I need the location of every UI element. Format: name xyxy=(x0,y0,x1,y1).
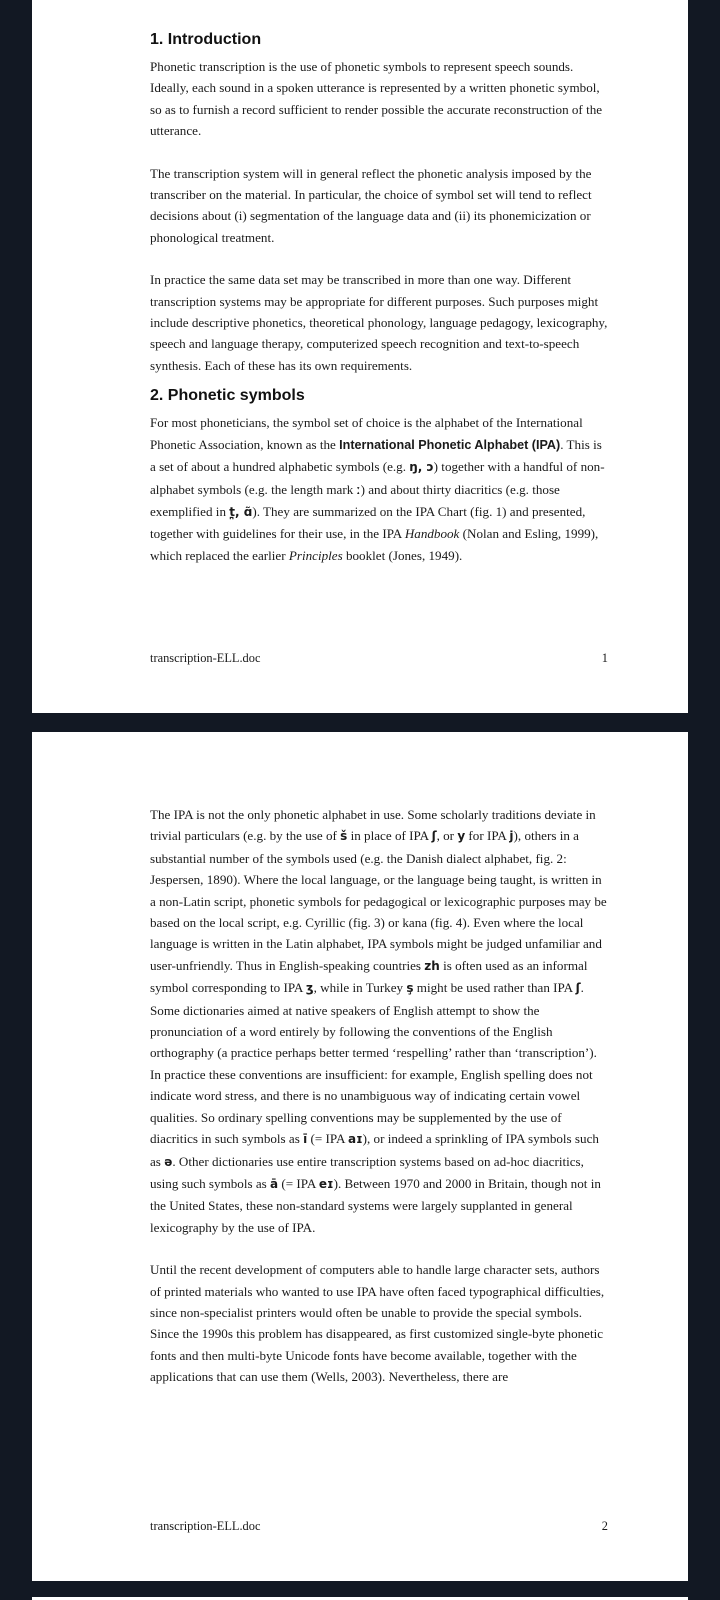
page-number: 2 xyxy=(601,1519,608,1533)
bold-term-ipa: International Phonetic Alphabet (IPA) xyxy=(339,437,561,452)
italic-title: Principles xyxy=(288,547,343,563)
footer-filename: transcription-ELL.doc xyxy=(150,1519,261,1533)
ipa-symbol-example: ː xyxy=(356,482,361,497)
document-page-2 xyxy=(32,732,688,1581)
paragraph: The transcription system will in general reflect the phonetic analysis imposed by the transcriber on the material. In particular, the choice of symbol set will tend to reflect decisions about (i) segmentation of the language data and (ii) its phonemicization or phonological treatment. xyxy=(150,165,592,245)
page-footer xyxy=(150,650,608,666)
page-1-content xyxy=(150,29,608,566)
document-page-1 xyxy=(32,0,688,713)
italic-title: Handbook xyxy=(404,526,460,542)
paragraph: In practice the same data set may be transcribed in more than one way. Different transcription systems may be appropriate for different purposes. Such purposes might include descriptive phonetics, theoretical phonology, language pedagogy, lexicography, speech and language therapy, computerized speech recognition and text-to-speech synthesis. Each of these has its own requirements. xyxy=(150,272,608,373)
page-footer xyxy=(150,1518,608,1534)
ipa-symbol-example: t̪, ɑ̃ xyxy=(229,504,253,519)
paragraph-other-alphabets: The IPA is not the only phonetic alphabet in use. Some scholarly traditions deviate in trivial particulars (e.g. by the use of š in place of IPA ʃ, or y for IPA j), others in a substantial number of the symbols used (e.g. the Danish dialect alphabet, fig. 2: Jespersen, 1890). Where the local language, or the language being taught, is written in a non-Latin script, phonetic symbols for pedagogical or lexicographic purposes may be based on the local script, e.g. Cyrillic (fig. 3) or kana (fig. 4). Even where the local language is written in the Latin alphabet, IPA symbols might be judged unfamiliar and user-unfriendly. Thus in English-speaking countries zh is often used as an informal symbol corresponding to IPA ʒ, while in Turkey ş might be used rather than IPA ʃ. Some dictionaries aimed at native speakers of English attempt to show the pronunciation of a word entirely by following the conventions of the English orthography (a practice perhaps better termed ‘respelling’ rather than ‘transcription’). In practice these conventions are insufficient: for example, English spelling does not indicate word stress, and there is no unambiguous way of indicating certain vowel qualities. So ordinary spelling conventions may be supplemented by the use of diacritics in such symbols as ī (= IPA aɪ), or indeed a sprinkling of IPA symbols such as ə. Other dictionaries use entire transcription systems based on ad-hoc diacritics, using such symbols as ā (= IPA eɪ). Between 1970 and 2000 in Britain, though not in the United States, these non-standard systems were largely supplanted in general lexicography by the use of IPA. xyxy=(150,807,607,1235)
section-heading-phonetic-symbols: 2. Phonetic symbols xyxy=(150,387,305,405)
footer-filename: transcription-ELL.doc xyxy=(150,651,261,665)
ipa-symbol-example: ŋ, ɔ xyxy=(409,460,434,475)
page-number: 1 xyxy=(601,651,608,665)
paragraph-typography: Until the recent development of computers able to handle large character sets, authors of printed materials who wanted to use IPA have often faced typographical difficulties, since non-specialist printers would often be unable to provide the special symbols. Since the 1990s this problem has disappeared, as first customized single-byte phonetic fonts and then multi-byte Unicode fonts have become available, together with the applications that can use them (Wells, 2003). Nevertheless, there are xyxy=(150,1262,605,1385)
section-heading-introduction: 1. Introduction xyxy=(150,31,262,48)
page-2-content xyxy=(150,804,608,1388)
paragraph-ipa-intro: For most phoneticians, the symbol set of choice is the alphabet of the International Phonetic Association, known as the International Phonetic Alphabet (IPA). This is a set of about a hundred alphabetic symbols (e.g. ŋ, ɔ) together with a handful of non-alphabet symbols (e.g. the length mark ː) and about thirty diacritics (e.g. those exemplified in t̪, ɑ̃). They are summarized on the IPA Chart (fig. 1) and presented, together with guidelines for their use, in the IPA Handbook (Nolan and Esling, 1999), which replaced the earlier Principles booklet (Jones, 1949). xyxy=(150,415,605,563)
paragraph: Phonetic transcription is the use of phonetic symbols to represent speech sounds. Ideally, each sound in a spoken utterance is represented by a written phonetic symbol, so as to furnish a record sufficient to render possible the accurate reconstruction of the utterance. xyxy=(150,59,603,139)
